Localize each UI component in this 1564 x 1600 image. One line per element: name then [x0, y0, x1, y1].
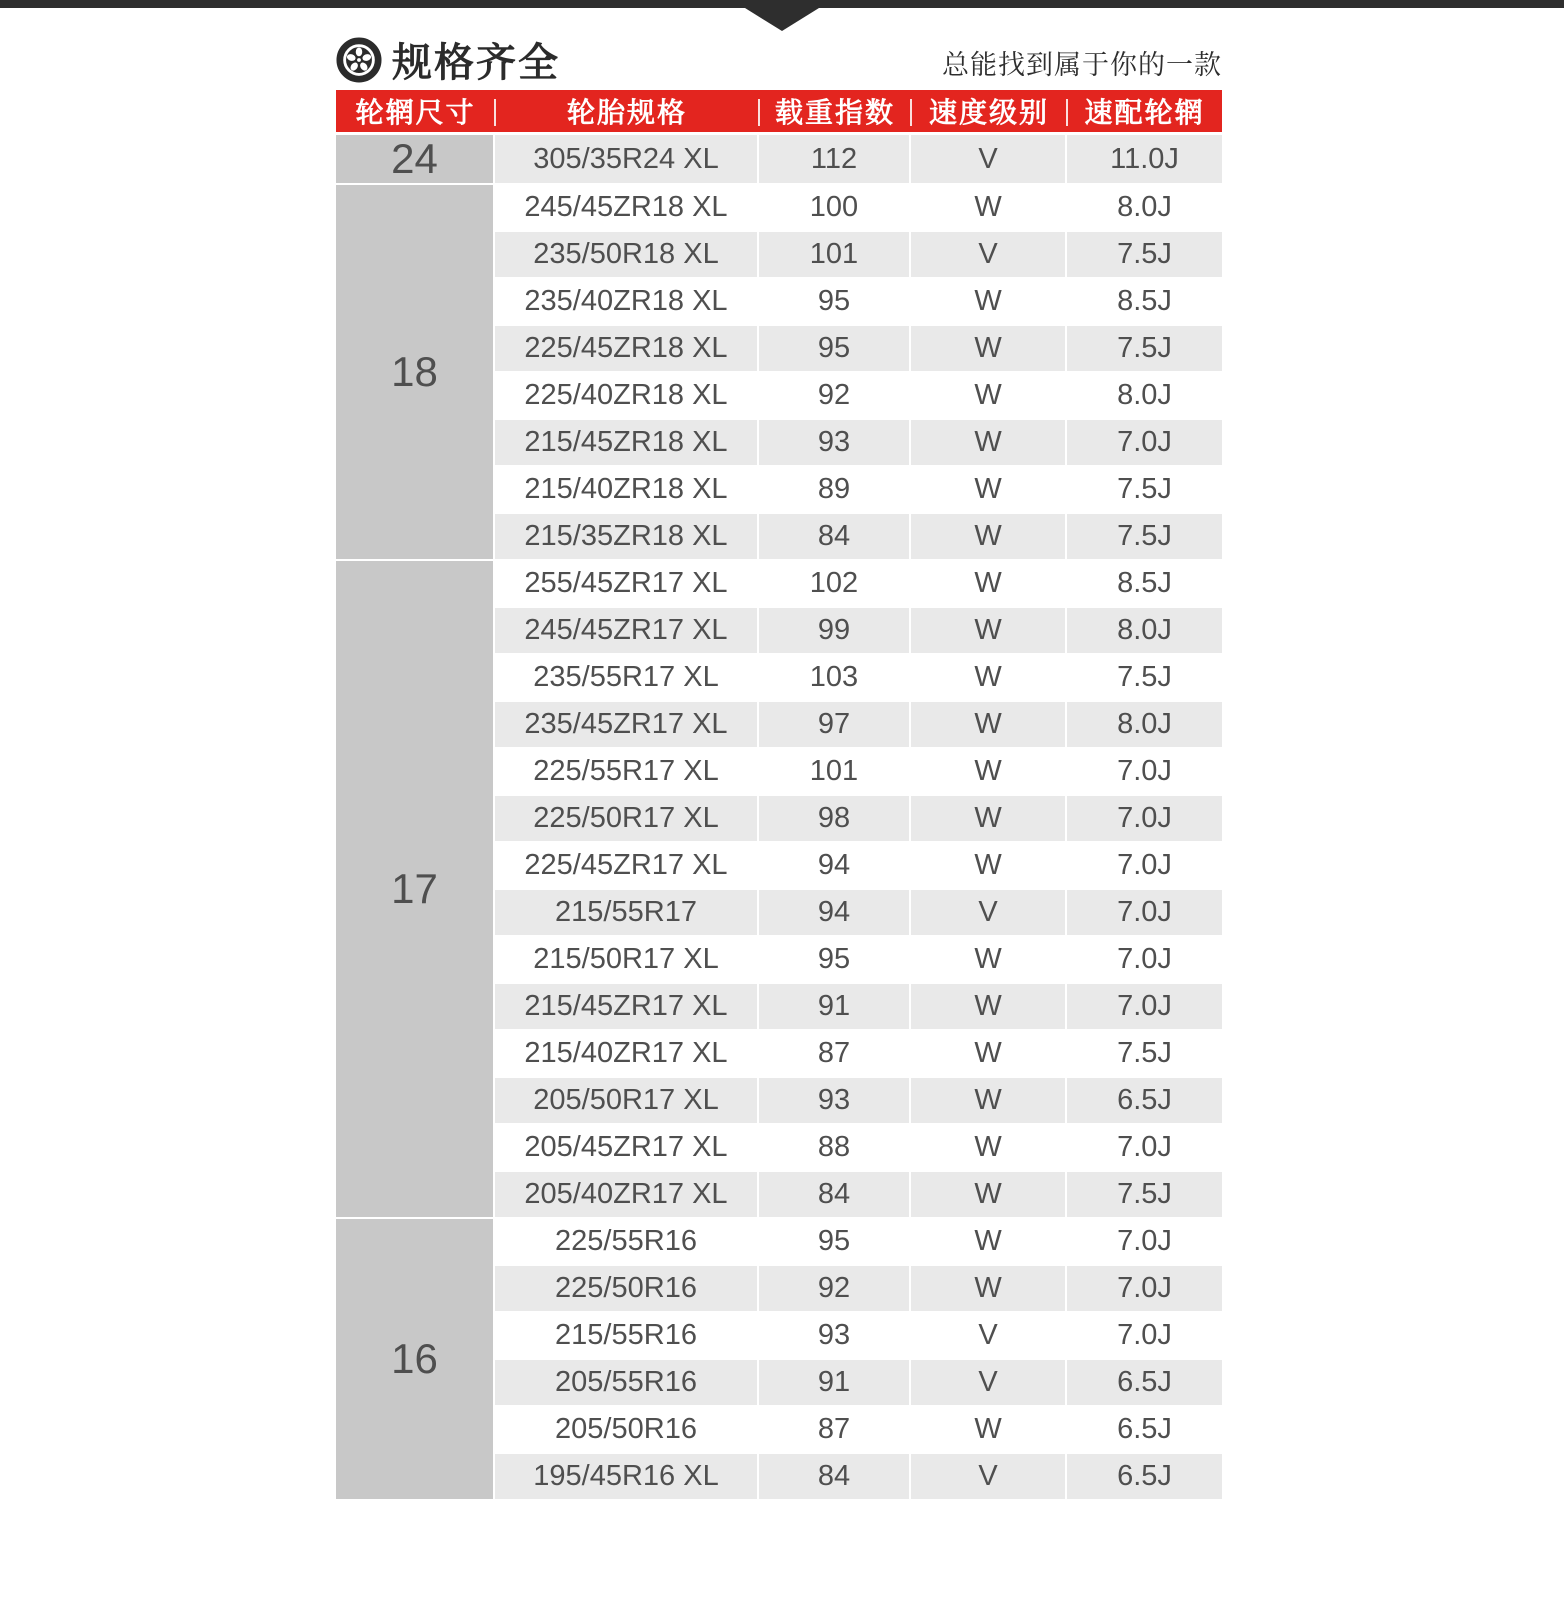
load-index-cell: 99: [759, 608, 911, 655]
load-index-cell: 87: [759, 1407, 911, 1454]
table-row: [336, 185, 1222, 232]
rim-width-cell: 7.0J: [1067, 749, 1222, 796]
load-index-cell: 84: [759, 514, 911, 561]
rim-size-cell: 16: [336, 1219, 495, 1501]
speed-rating-cell: W: [911, 984, 1067, 1031]
tire-spec-cell: 215/40ZR18 XL: [495, 467, 759, 514]
tire-spec-cell: 225/40ZR18 XL: [495, 373, 759, 420]
rim-width-cell: 8.0J: [1067, 702, 1222, 749]
table-row: [336, 561, 1222, 608]
load-index-cell: 95: [759, 279, 911, 326]
tire-spec-cell: 215/50R17 XL: [495, 937, 759, 984]
speed-rating-cell: V: [911, 1313, 1067, 1360]
rim-width-cell: 7.0J: [1067, 1266, 1222, 1313]
load-index-cell: 98: [759, 796, 911, 843]
rim-width-cell: 11.0J: [1067, 135, 1222, 185]
load-index-cell: 93: [759, 1078, 911, 1125]
speed-rating-cell: W: [911, 1219, 1067, 1266]
speed-rating-cell: W: [911, 843, 1067, 890]
tire-spec-cell: 205/45ZR17 XL: [495, 1125, 759, 1172]
table-row: [336, 1219, 1222, 1266]
load-index-cell: 94: [759, 843, 911, 890]
tire-spec-cell: 235/50R18 XL: [495, 232, 759, 279]
load-index-cell: 95: [759, 1219, 911, 1266]
rim-width-cell: 8.5J: [1067, 561, 1222, 608]
load-index-cell: 91: [759, 984, 911, 1031]
rim-width-cell: 7.5J: [1067, 467, 1222, 514]
rim-width-cell: 7.0J: [1067, 1219, 1222, 1266]
load-index-cell: 93: [759, 420, 911, 467]
header-speed-rating: 速度级别: [911, 90, 1067, 135]
load-index-cell: 101: [759, 749, 911, 796]
rim-width-cell: 7.0J: [1067, 1313, 1222, 1360]
table-header-row: [336, 90, 1222, 135]
header-matching-rim: 速配轮辋: [1067, 90, 1222, 135]
speed-rating-cell: V: [911, 1454, 1067, 1501]
down-arrow-notch-icon: [745, 8, 819, 31]
speed-rating-cell: V: [911, 1360, 1067, 1407]
load-index-cell: 93: [759, 1313, 911, 1360]
rim-size-cell: 24: [336, 135, 495, 185]
speed-rating-cell: V: [911, 890, 1067, 937]
rim-width-cell: 6.5J: [1067, 1407, 1222, 1454]
load-index-cell: 87: [759, 1031, 911, 1078]
speed-rating-cell: W: [911, 467, 1067, 514]
tire-spec-cell: 215/55R16: [495, 1313, 759, 1360]
speed-rating-cell: W: [911, 373, 1067, 420]
tire-spec-cell: 225/45ZR18 XL: [495, 326, 759, 373]
speed-rating-cell: W: [911, 937, 1067, 984]
load-index-cell: 101: [759, 232, 911, 279]
tire-spec-cell: 225/50R17 XL: [495, 796, 759, 843]
speed-rating-cell: W: [911, 1172, 1067, 1219]
page-subtitle: 总能找到属于你的一款: [942, 50, 1222, 80]
rim-width-cell: 7.0J: [1067, 984, 1222, 1031]
rim-width-cell: 7.5J: [1067, 1172, 1222, 1219]
spec-section: [336, 31, 1222, 1501]
rim-size-cell: 18: [336, 185, 495, 561]
speed-rating-cell: W: [911, 185, 1067, 232]
load-index-cell: 103: [759, 655, 911, 702]
load-index-cell: 112: [759, 135, 911, 185]
header-rim-size: 轮辋尺寸: [336, 90, 495, 135]
speed-rating-cell: W: [911, 655, 1067, 702]
tire-spec-cell: 225/55R16: [495, 1219, 759, 1266]
speed-rating-cell: W: [911, 326, 1067, 373]
rim-width-cell: 6.5J: [1067, 1078, 1222, 1125]
tire-spec-cell: 235/40ZR18 XL: [495, 279, 759, 326]
rim-width-cell: 8.0J: [1067, 373, 1222, 420]
rim-width-cell: 7.0J: [1067, 937, 1222, 984]
rim-width-cell: 8.0J: [1067, 608, 1222, 655]
tire-spec-cell: 215/40ZR17 XL: [495, 1031, 759, 1078]
load-index-cell: 95: [759, 326, 911, 373]
table-row: [336, 135, 1222, 185]
load-index-cell: 89: [759, 467, 911, 514]
load-index-cell: 88: [759, 1125, 911, 1172]
rim-width-cell: 7.0J: [1067, 420, 1222, 467]
speed-rating-cell: W: [911, 1031, 1067, 1078]
tire-spec-cell: 225/45ZR17 XL: [495, 843, 759, 890]
load-index-cell: 84: [759, 1454, 911, 1501]
rim-size-cell: 17: [336, 561, 495, 1219]
speed-rating-cell: W: [911, 1266, 1067, 1313]
rim-width-cell: 7.5J: [1067, 232, 1222, 279]
speed-rating-cell: W: [911, 749, 1067, 796]
speed-rating-cell: W: [911, 702, 1067, 749]
speed-rating-cell: V: [911, 232, 1067, 279]
speed-rating-cell: W: [911, 561, 1067, 608]
load-index-cell: 92: [759, 1266, 911, 1313]
tire-spec-cell: 225/50R16: [495, 1266, 759, 1313]
load-index-cell: 97: [759, 702, 911, 749]
tire-spec-cell: 245/45ZR18 XL: [495, 185, 759, 232]
speed-rating-cell: W: [911, 420, 1067, 467]
rim-width-cell: 6.5J: [1067, 1360, 1222, 1407]
tire-spec-cell: 215/45ZR17 XL: [495, 984, 759, 1031]
tire-spec-cell: 255/45ZR17 XL: [495, 561, 759, 608]
speed-rating-cell: W: [911, 796, 1067, 843]
load-index-cell: 102: [759, 561, 911, 608]
load-index-cell: 100: [759, 185, 911, 232]
speed-rating-cell: W: [911, 1125, 1067, 1172]
page-title: 规格齐全: [392, 41, 560, 85]
load-index-cell: 84: [759, 1172, 911, 1219]
tire-spec-cell: 245/45ZR17 XL: [495, 608, 759, 655]
load-index-cell: 92: [759, 373, 911, 420]
rim-width-cell: 7.5J: [1067, 655, 1222, 702]
rim-width-cell: 7.5J: [1067, 1031, 1222, 1078]
tire-spec-cell: 235/55R17 XL: [495, 655, 759, 702]
rim-width-cell: 8.0J: [1067, 185, 1222, 232]
speed-rating-cell: W: [911, 514, 1067, 561]
tire-spec-cell: 205/50R16: [495, 1407, 759, 1454]
spec-table-body: [336, 135, 1222, 1501]
tire-spec-cell: 305/35R24 XL: [495, 135, 759, 185]
tire-spec-table: [336, 90, 1222, 1501]
load-index-cell: 95: [759, 937, 911, 984]
wheel-icon: [336, 37, 382, 83]
load-index-cell: 91: [759, 1360, 911, 1407]
speed-rating-cell: W: [911, 608, 1067, 655]
tire-spec-cell: 215/45ZR18 XL: [495, 420, 759, 467]
speed-rating-cell: V: [911, 135, 1067, 185]
tire-spec-cell: 205/40ZR17 XL: [495, 1172, 759, 1219]
rim-width-cell: 7.0J: [1067, 890, 1222, 937]
tire-spec-cell: 205/55R16: [495, 1360, 759, 1407]
tire-spec-cell: 215/35ZR18 XL: [495, 514, 759, 561]
rim-width-cell: 8.5J: [1067, 279, 1222, 326]
section-title-group: [336, 31, 560, 88]
header-tire-spec: 轮胎规格: [495, 90, 759, 135]
tire-spec-cell: 215/55R17: [495, 890, 759, 937]
tire-spec-cell: 205/50R17 XL: [495, 1078, 759, 1125]
load-index-cell: 94: [759, 890, 911, 937]
speed-rating-cell: W: [911, 1078, 1067, 1125]
section-header: [336, 31, 1222, 88]
top-divider-bar: [0, 0, 1564, 8]
tire-spec-cell: 225/55R17 XL: [495, 749, 759, 796]
rim-width-cell: 7.5J: [1067, 514, 1222, 561]
speed-rating-cell: W: [911, 279, 1067, 326]
tire-spec-cell: 195/45R16 XL: [495, 1454, 759, 1501]
speed-rating-cell: W: [911, 1407, 1067, 1454]
header-load-index: 载重指数: [759, 90, 911, 135]
rim-width-cell: 7.0J: [1067, 843, 1222, 890]
rim-width-cell: 7.5J: [1067, 326, 1222, 373]
rim-width-cell: 7.0J: [1067, 796, 1222, 843]
rim-width-cell: 6.5J: [1067, 1454, 1222, 1501]
rim-width-cell: 7.0J: [1067, 1125, 1222, 1172]
tire-spec-cell: 235/45ZR17 XL: [495, 702, 759, 749]
